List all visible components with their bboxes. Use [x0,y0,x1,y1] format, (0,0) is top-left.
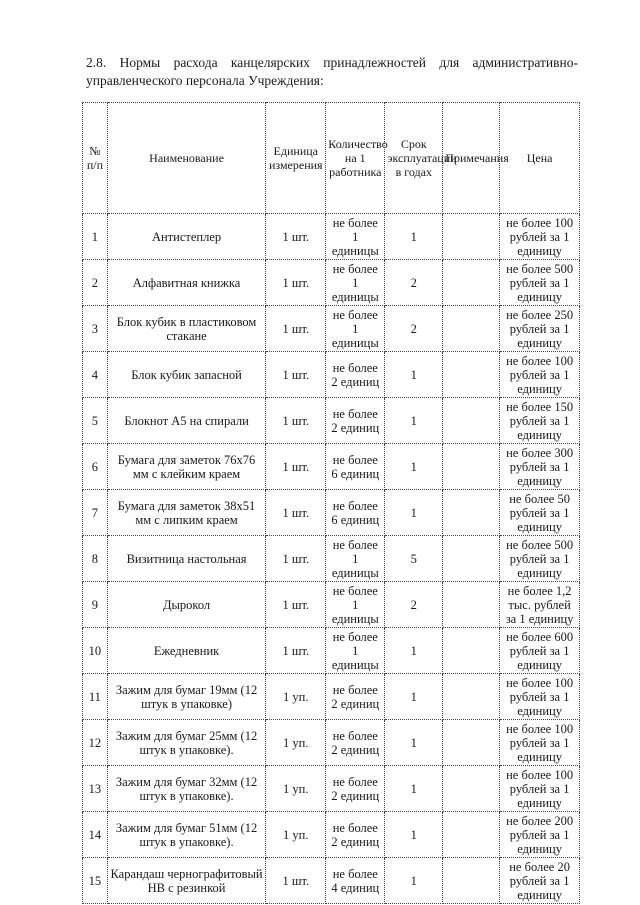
cell-price: не более 100 рублей за 1 единицу [500,720,580,766]
table-row [83,536,580,582]
cell-note [443,398,500,444]
table-row [83,628,580,674]
table-row [83,582,580,628]
cell-num: 15 [83,858,108,904]
cell-price: не более 200 рублей за 1 единицу [500,812,580,858]
table-body [83,214,580,904]
cell-term: 1 [385,628,443,674]
cell-qty: не более 2 единиц [326,812,385,858]
table-row [83,352,580,398]
cell-num: 3 [83,306,108,352]
table-row [83,812,580,858]
cell-name: Зажим для бумаг 25мм (12 штук в упаковке). [107,720,265,766]
cell-note [443,582,500,628]
cell-qty: не более 6 единиц [326,444,385,490]
table-row [83,490,580,536]
cell-term: 1 [385,720,443,766]
cell-price: не более 100 рублей за 1 единицу [500,352,580,398]
cell-term: 1 [385,766,443,812]
cell-price: не более 250 рублей за 1 единицу [500,306,580,352]
cell-price: не более 600 рублей за 1 единицу [500,628,580,674]
cell-price: не более 500 рублей за 1 единицу [500,260,580,306]
cell-unit: 1 шт. [266,306,326,352]
cell-note [443,720,500,766]
cell-name: Блокнот А5 на спирали [107,398,265,444]
cell-price: не более 1,2 тыс. рублей за 1 единицу [500,582,580,628]
table-row [83,766,580,812]
cell-name: Зажим для бумаг 51мм (12 штук в упаковке). [107,812,265,858]
cell-num: 8 [83,536,108,582]
cell-name: Ежедневник [107,628,265,674]
cell-unit: 1 шт. [266,628,326,674]
cell-num: 7 [83,490,108,536]
cell-num: 4 [83,352,108,398]
table-row [83,306,580,352]
cell-term: 1 [385,490,443,536]
cell-unit: 1 уп. [266,812,326,858]
column-header-price: Цена [500,103,580,214]
cell-term: 1 [385,444,443,490]
stationery-norms-table [82,102,580,904]
cell-unit: 1 уп. [266,674,326,720]
table-row [83,398,580,444]
cell-num: 5 [83,398,108,444]
cell-qty: не более 6 единиц [326,490,385,536]
table-header-row [83,103,580,214]
column-header-term: Срок эксплуатации в годах [385,103,443,214]
cell-qty: не более 1 единицы [326,260,385,306]
cell-qty: не более 2 единиц [326,352,385,398]
cell-price: не более 300 рублей за 1 единицу [500,444,580,490]
cell-name: Блок кубик в пластиковом стакане [107,306,265,352]
cell-num: 13 [83,766,108,812]
cell-price: не более 100 рублей за 1 единицу [500,766,580,812]
cell-num: 11 [83,674,108,720]
cell-qty: не более 1 единицы [326,582,385,628]
cell-name: Антистеплер [107,214,265,260]
cell-num: 9 [83,582,108,628]
cell-name: Дырокол [107,582,265,628]
table-row [83,214,580,260]
cell-unit: 1 уп. [266,766,326,812]
cell-note [443,214,500,260]
cell-price: не более 50 рублей за 1 единицу [500,490,580,536]
column-header-note: Примечания [443,103,500,214]
cell-name: Зажим для бумаг 19мм (12 штук в упаковке) [107,674,265,720]
cell-note [443,352,500,398]
cell-term: 5 [385,536,443,582]
cell-name: Бумага для заметок 38х51 мм с липким краем [107,490,265,536]
cell-unit: 1 шт. [266,858,326,904]
cell-term: 2 [385,260,443,306]
table-row [83,444,580,490]
cell-num: 6 [83,444,108,490]
cell-num: 2 [83,260,108,306]
cell-name: Зажим для бумаг 32мм (12 штук в упаковке). [107,766,265,812]
cell-note [443,536,500,582]
cell-num: 10 [83,628,108,674]
cell-unit: 1 шт. [266,444,326,490]
column-header-qty: Количество на 1 работника [326,103,385,214]
cell-qty: не более 2 единиц [326,674,385,720]
cell-price: не более 150 рублей за 1 единицу [500,398,580,444]
cell-note [443,674,500,720]
cell-term: 2 [385,582,443,628]
cell-qty: не более 4 единиц [326,858,385,904]
cell-term: 1 [385,214,443,260]
cell-unit: 1 уп. [266,720,326,766]
cell-term: 1 [385,812,443,858]
cell-name: Бумага для заметок 76х76 мм с клейким краем [107,444,265,490]
cell-note [443,260,500,306]
cell-price: не более 100 рублей за 1 единицу [500,674,580,720]
cell-unit: 1 шт. [266,582,326,628]
cell-qty: не более 1 единицы [326,628,385,674]
cell-note [443,858,500,904]
table-row [83,260,580,306]
section-heading: 2.8. Нормы расхода канцелярских принадлежностей для административно-управленческого персонала Учреждения: [86,55,578,88]
cell-unit: 1 шт. [266,536,326,582]
cell-note [443,628,500,674]
cell-unit: 1 шт. [266,214,326,260]
cell-qty: не более 1 единицы [326,306,385,352]
cell-name: Карандаш чернографитовый НВ с резинкой [107,858,265,904]
cell-qty: не более 1 единицы [326,536,385,582]
cell-term: 1 [385,398,443,444]
cell-unit: 1 шт. [266,398,326,444]
column-header-num: № п/п [83,103,108,214]
cell-name: Блок кубик запасной [107,352,265,398]
cell-unit: 1 шт. [266,490,326,536]
cell-name: Визитница настольная [107,536,265,582]
table-row [83,720,580,766]
cell-qty: не более 2 единиц [326,398,385,444]
cell-name: Алфавитная книжка [107,260,265,306]
table-row [83,674,580,720]
cell-price: не более 100 рублей за 1 единицу [500,214,580,260]
column-header-name: Наименование [107,103,265,214]
table-row [83,858,580,904]
cell-qty: не более 2 единиц [326,766,385,812]
cell-term: 1 [385,674,443,720]
cell-note [443,812,500,858]
cell-qty: не более 2 единиц [326,720,385,766]
cell-qty: не более 1 единицы [326,214,385,260]
cell-unit: 1 шт. [266,352,326,398]
cell-term: 1 [385,352,443,398]
cell-price: не более 20 рублей за 1 единицу [500,858,580,904]
cell-note [443,444,500,490]
cell-term: 2 [385,306,443,352]
cell-num: 1 [83,214,108,260]
cell-term: 1 [385,858,443,904]
cell-num: 14 [83,812,108,858]
cell-note [443,490,500,536]
cell-num: 12 [83,720,108,766]
cell-price: не более 500 рублей за 1 единицу [500,536,580,582]
column-header-unit: Единица измерения [266,103,326,214]
cell-note [443,306,500,352]
cell-note [443,766,500,812]
cell-unit: 1 шт. [266,260,326,306]
